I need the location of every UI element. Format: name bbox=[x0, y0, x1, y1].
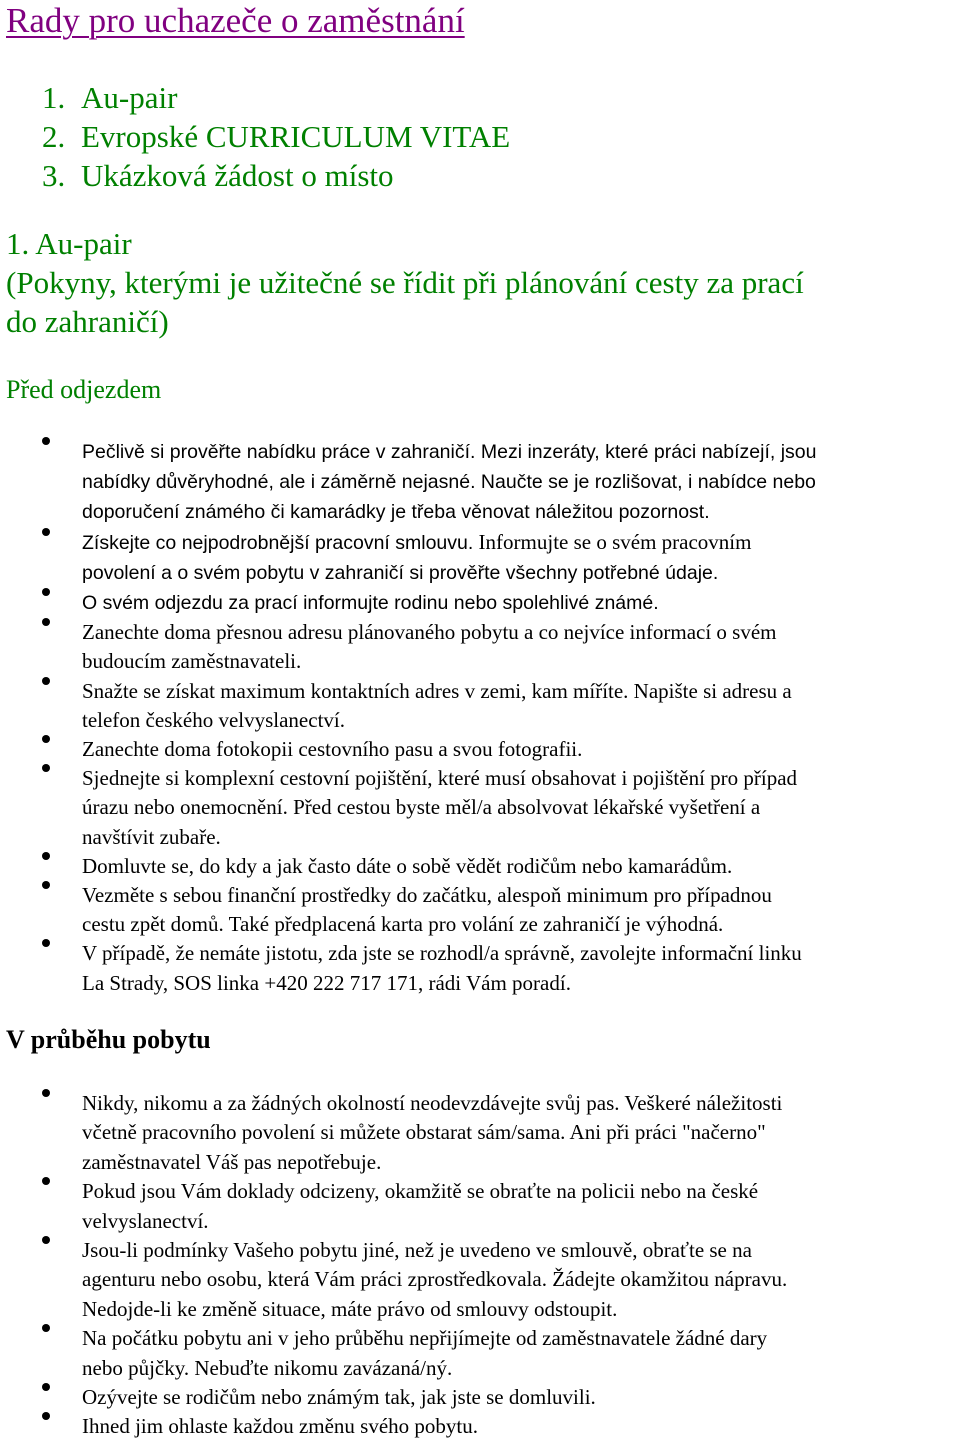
list-item bbox=[0, 735, 816, 764]
toc-number: 2. bbox=[42, 119, 66, 154]
subheading-during-stay: V průběhu pobytu bbox=[6, 1025, 211, 1054]
list-item-text: Sjednejte si komplexní cestovní pojištění, které musí obsahovat i pojištění pro případ bbox=[82, 766, 798, 791]
list-item-text: velvyslanectví. bbox=[82, 1208, 209, 1233]
bullet-icon bbox=[42, 939, 50, 947]
toc-item-application[interactable] bbox=[42, 156, 510, 195]
list-item bbox=[0, 437, 816, 528]
list-item-text: V případě, že nemáte jistotu, zda jste se rozhodl/a správně, zavolejte informační linku bbox=[82, 941, 802, 966]
list-item-text: doporučení známého či kamarádky je třeba věnovat náležitou pozornost. bbox=[82, 501, 710, 524]
toc-label: Au-pair bbox=[81, 80, 178, 115]
list-item-text: včetně pracovního povolení si můžete obstarat sám/sama. Ani při práci "načerno" bbox=[82, 1120, 766, 1145]
page-title[interactable]: Rady pro uchazeče o zaměstnání bbox=[6, 1, 465, 40]
list-item-text: Zanechte doma fotokopii cestovního pasu a svou fotografii. bbox=[82, 737, 583, 762]
section-heading-line: (Pokyny, kterými je užitečné se řídit při plánování cesty za prací bbox=[6, 265, 804, 300]
bullet-icon bbox=[42, 852, 50, 860]
list-item bbox=[0, 1412, 787, 1441]
list-item bbox=[0, 939, 816, 997]
toc-number: 3. bbox=[42, 158, 66, 193]
list-item-text: telefon českého velvyslanectví. bbox=[82, 707, 345, 732]
bullet-icon bbox=[42, 1324, 50, 1332]
bullet-icon bbox=[42, 677, 50, 685]
bullet-icon bbox=[42, 1412, 50, 1420]
bullet-icon bbox=[42, 1177, 50, 1185]
toc-item-cv[interactable] bbox=[42, 117, 510, 156]
bullet-icon bbox=[42, 1236, 50, 1244]
bullet-icon bbox=[42, 1383, 50, 1391]
table-of-contents bbox=[42, 78, 510, 195]
bullet-icon bbox=[42, 437, 50, 445]
list-item-text: Domluvte se, do kdy a jak často dáte o sobě vědět rodičům nebo kamarádům. bbox=[82, 853, 733, 878]
list-item bbox=[0, 1236, 787, 1324]
list-item bbox=[0, 764, 816, 852]
list-item-text: Nedojde-li ke změně situace, máte právo od smlouvy odstoupit. bbox=[82, 1296, 618, 1321]
toc-item-au-pair[interactable] bbox=[42, 78, 510, 117]
section-heading-line: do zahraničí) bbox=[6, 304, 169, 339]
bullet-icon bbox=[42, 881, 50, 889]
bullet-icon bbox=[42, 735, 50, 743]
list-item-text: Jsou-li podmínky Vašeho pobytu jiné, než je uvedeno ve smlouvě, obraťte se na bbox=[82, 1238, 752, 1263]
list-item-text: Ozývejte se rodičům nebo známým tak, jak jste se domluvili. bbox=[82, 1385, 596, 1410]
list-item-text: Nikdy, nikomu a za žádných okolností neodevzdávejte svůj pas. Veškeré náležitosti bbox=[82, 1091, 783, 1115]
list-item-text: Vezměte s sebou finanční prostředky do začátku, alespoň minimum pro případnou bbox=[82, 883, 772, 908]
list-item bbox=[0, 852, 816, 881]
during-stay-list bbox=[0, 1089, 787, 1442]
list-item-text: Pokud jsou Vám doklady odcizeny, okamžitě se obraťte na policii nebo na české bbox=[82, 1179, 759, 1204]
list-item-text: navštívit zubaře. bbox=[82, 824, 221, 849]
bullet-icon bbox=[42, 764, 50, 772]
toc-number: 1. bbox=[42, 80, 66, 115]
list-item bbox=[0, 881, 816, 939]
subheading-before-departure: Před odjezdem bbox=[6, 375, 162, 404]
list-item bbox=[0, 618, 816, 676]
list-item-text: Zanechte doma přesnou adresu plánovaného pobytu a co nejvíce informací o svém bbox=[82, 620, 777, 645]
toc-label: Evropské CURRICULUM VITAE bbox=[81, 119, 511, 154]
list-item-text: Snažte se získat maximum kontaktních adres v zemi, kam míříte. Napište si adresu a bbox=[82, 678, 792, 703]
bullet-icon bbox=[42, 528, 50, 536]
section-heading-au-pair bbox=[6, 224, 804, 341]
toc-label: Ukázková žádost o místo bbox=[81, 158, 394, 193]
list-item-text: povolení a o svém pobytu v zahraničí si prověřte všechny potřebné údaje. bbox=[82, 561, 719, 584]
list-item-text: Na počátku pobytu ani v jeho průběhu nepřijímejte od zaměstnavatele žádné dary bbox=[82, 1326, 768, 1351]
bullet-icon bbox=[42, 1089, 50, 1097]
list-item-text: nabídky důvěryhodné, ale i záměrně nejasné. bbox=[82, 471, 476, 494]
list-item-text: úrazu nebo onemocnění. Před cestou byste měl/a absolvovat lékařské vyšetření a bbox=[82, 795, 761, 820]
list-item-text: Ihned jim ohlaste každou změnu svého pobytu. bbox=[82, 1414, 478, 1439]
list-item-text: Pečlivě si prověřte nabídku práce v zahraničí. bbox=[82, 441, 476, 463]
list-item bbox=[0, 1324, 787, 1383]
list-item-text: zaměstnavatel Váš pas nepotřebuje. bbox=[82, 1149, 382, 1174]
list-item-text: O svém odjezdu za prací informujte rodinu nebo spolehlivé známé. bbox=[82, 592, 659, 615]
list-item-text: agenturu nebo osobu, která Vám práci zprostředkovala. Žádejte okamžitou nápravu. bbox=[82, 1267, 788, 1292]
list-item bbox=[0, 588, 816, 618]
bullet-icon bbox=[42, 618, 50, 626]
list-item bbox=[0, 1383, 787, 1412]
list-item bbox=[0, 1177, 787, 1236]
list-item-text: Informujte se o svém pracovním bbox=[473, 529, 752, 554]
bullet-icon bbox=[42, 588, 50, 596]
list-item-text: budoucím zaměstnavateli. bbox=[82, 649, 302, 674]
list-item bbox=[0, 528, 816, 588]
section-heading-line: 1. Au-pair bbox=[6, 226, 132, 261]
list-item-text: La Strady, SOS linka +420 222 717 171, rádi Vám poradí. bbox=[82, 970, 571, 995]
list-item-text: Mezi inzeráty, které práci nabízejí, jsou bbox=[475, 441, 817, 463]
list-item-text: nebo půjčky. Nebuďte nikomu zavázaná/ný. bbox=[82, 1355, 453, 1380]
list-item-text: cestu zpět domů. Také předplacená karta pro volání ze zahraničí je výhodná. bbox=[82, 912, 724, 937]
list-item-text: Naučte se je rozlišovat, i nabídce nebo bbox=[475, 471, 816, 494]
list-item bbox=[0, 677, 816, 735]
before-departure-list bbox=[0, 437, 816, 998]
list-item bbox=[0, 1089, 787, 1177]
list-item-text: Získejte co nejpodrobnější pracovní smlouvu. bbox=[82, 531, 474, 554]
